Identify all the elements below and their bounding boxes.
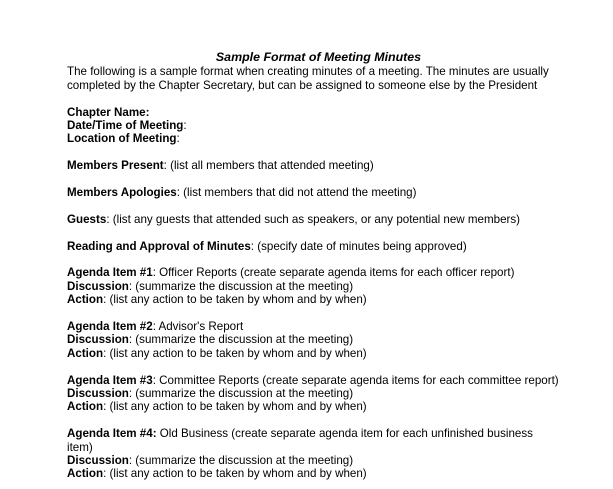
intro-line-1: The following is a sample format when creating minutes of a meeting. The minutes are usually <box>67 65 549 79</box>
guests-section <box>67 213 607 226</box>
agenda-item-4-action <box>67 467 607 480</box>
discussion-text: : (summarize the discussion at the meeting) <box>128 333 354 347</box>
agenda-item-label: Agenda Item #4: <box>67 427 157 441</box>
discussion-label: Discussion <box>67 279 129 293</box>
agenda-item-1-discussion <box>67 280 607 293</box>
action-label: Action <box>67 293 104 307</box>
members-present-text: : (list all members that attended meeting) <box>163 159 374 173</box>
spacer <box>67 226 607 239</box>
agenda-item-text: : Committee Reports (create separate agenda items for each committee report) <box>152 373 559 387</box>
datetime-label: Date/Time of Meeting <box>67 119 184 133</box>
agenda-item-4 <box>67 427 559 454</box>
agenda-item-label: Agenda Item #3 <box>67 373 153 387</box>
agenda-item-text: : Officer Reports (create separate agenda items for each officer report) <box>152 266 515 280</box>
intro-line-2: completed by the Chapter Secretary, but can be assigned to someone else by the President <box>67 78 538 92</box>
agenda-item-text: : Advisor's Report <box>152 320 244 334</box>
agenda-item-text: Old Business (create separate agenda item for each unfinished business item) <box>67 427 533 454</box>
chapter-name-label: Chapter Name: <box>67 105 150 119</box>
reading-approval-text: : (specify date of minutes being approved) <box>250 239 467 253</box>
agenda-item-label: Agenda Item #1 <box>67 266 153 280</box>
discussion-label: Discussion <box>67 454 129 468</box>
spacer <box>67 307 607 320</box>
reading-approval-section <box>67 240 607 253</box>
agenda-item-3-action <box>67 400 607 413</box>
location-field <box>67 132 607 145</box>
spacer <box>67 360 607 373</box>
discussion-label: Discussion <box>67 387 129 401</box>
members-apologies-section <box>67 186 607 199</box>
action-text: : (list any action to be taken by whom and by when) <box>103 346 367 360</box>
action-text: : (list any action to be taken by whom and by when) <box>103 293 367 307</box>
agenda-item-1-action <box>67 293 607 306</box>
datetime-colon: : <box>183 119 187 133</box>
action-label: Action <box>67 346 104 360</box>
agenda-item-3-discussion <box>67 387 607 400</box>
action-label: Action <box>67 467 104 481</box>
members-apologies-text: : (list members that did not attend the meeting) <box>176 186 417 200</box>
action-text: : (list any action to be taken by whom and by when) <box>103 400 367 414</box>
agenda-item-4-discussion <box>67 454 607 467</box>
spacer <box>67 173 607 186</box>
guests-label: Guests <box>67 212 107 226</box>
spacer <box>67 414 607 427</box>
document-title: Sample Format of Meeting Minutes <box>215 50 422 64</box>
guests-text: : (list any guests that attended such as speakers, or any potential new members) <box>106 212 521 226</box>
agenda-item-2-discussion <box>67 333 607 346</box>
reading-approval-label: Reading and Approval of Minutes <box>67 239 251 253</box>
discussion-label: Discussion <box>67 333 129 347</box>
location-colon: : <box>176 132 180 146</box>
spacer <box>67 146 607 159</box>
chapter-name-field <box>67 106 607 119</box>
datetime-field <box>67 119 607 132</box>
members-present-section <box>67 159 607 172</box>
action-text: : (list any action to be taken by whom and by when) <box>103 467 367 481</box>
members-apologies-label: Members Apologies <box>67 186 177 200</box>
agenda-item-1 <box>67 266 607 279</box>
discussion-text: : (summarize the discussion at the meeting) <box>128 454 354 468</box>
document-page <box>67 51 607 481</box>
agenda-item-2-action <box>67 347 607 360</box>
discussion-text: : (summarize the discussion at the meeting) <box>128 387 354 401</box>
location-label: Location of Meeting <box>67 132 177 146</box>
spacer <box>67 92 607 105</box>
spacer <box>67 253 607 266</box>
discussion-text: : (summarize the discussion at the meeting) <box>128 279 354 293</box>
members-present-label: Members Present <box>67 159 164 173</box>
agenda-item-2 <box>67 320 607 333</box>
spacer <box>67 199 607 212</box>
action-label: Action <box>67 400 104 414</box>
agenda-item-label: Agenda Item #2 <box>67 320 153 334</box>
agenda-item-3 <box>67 374 607 387</box>
